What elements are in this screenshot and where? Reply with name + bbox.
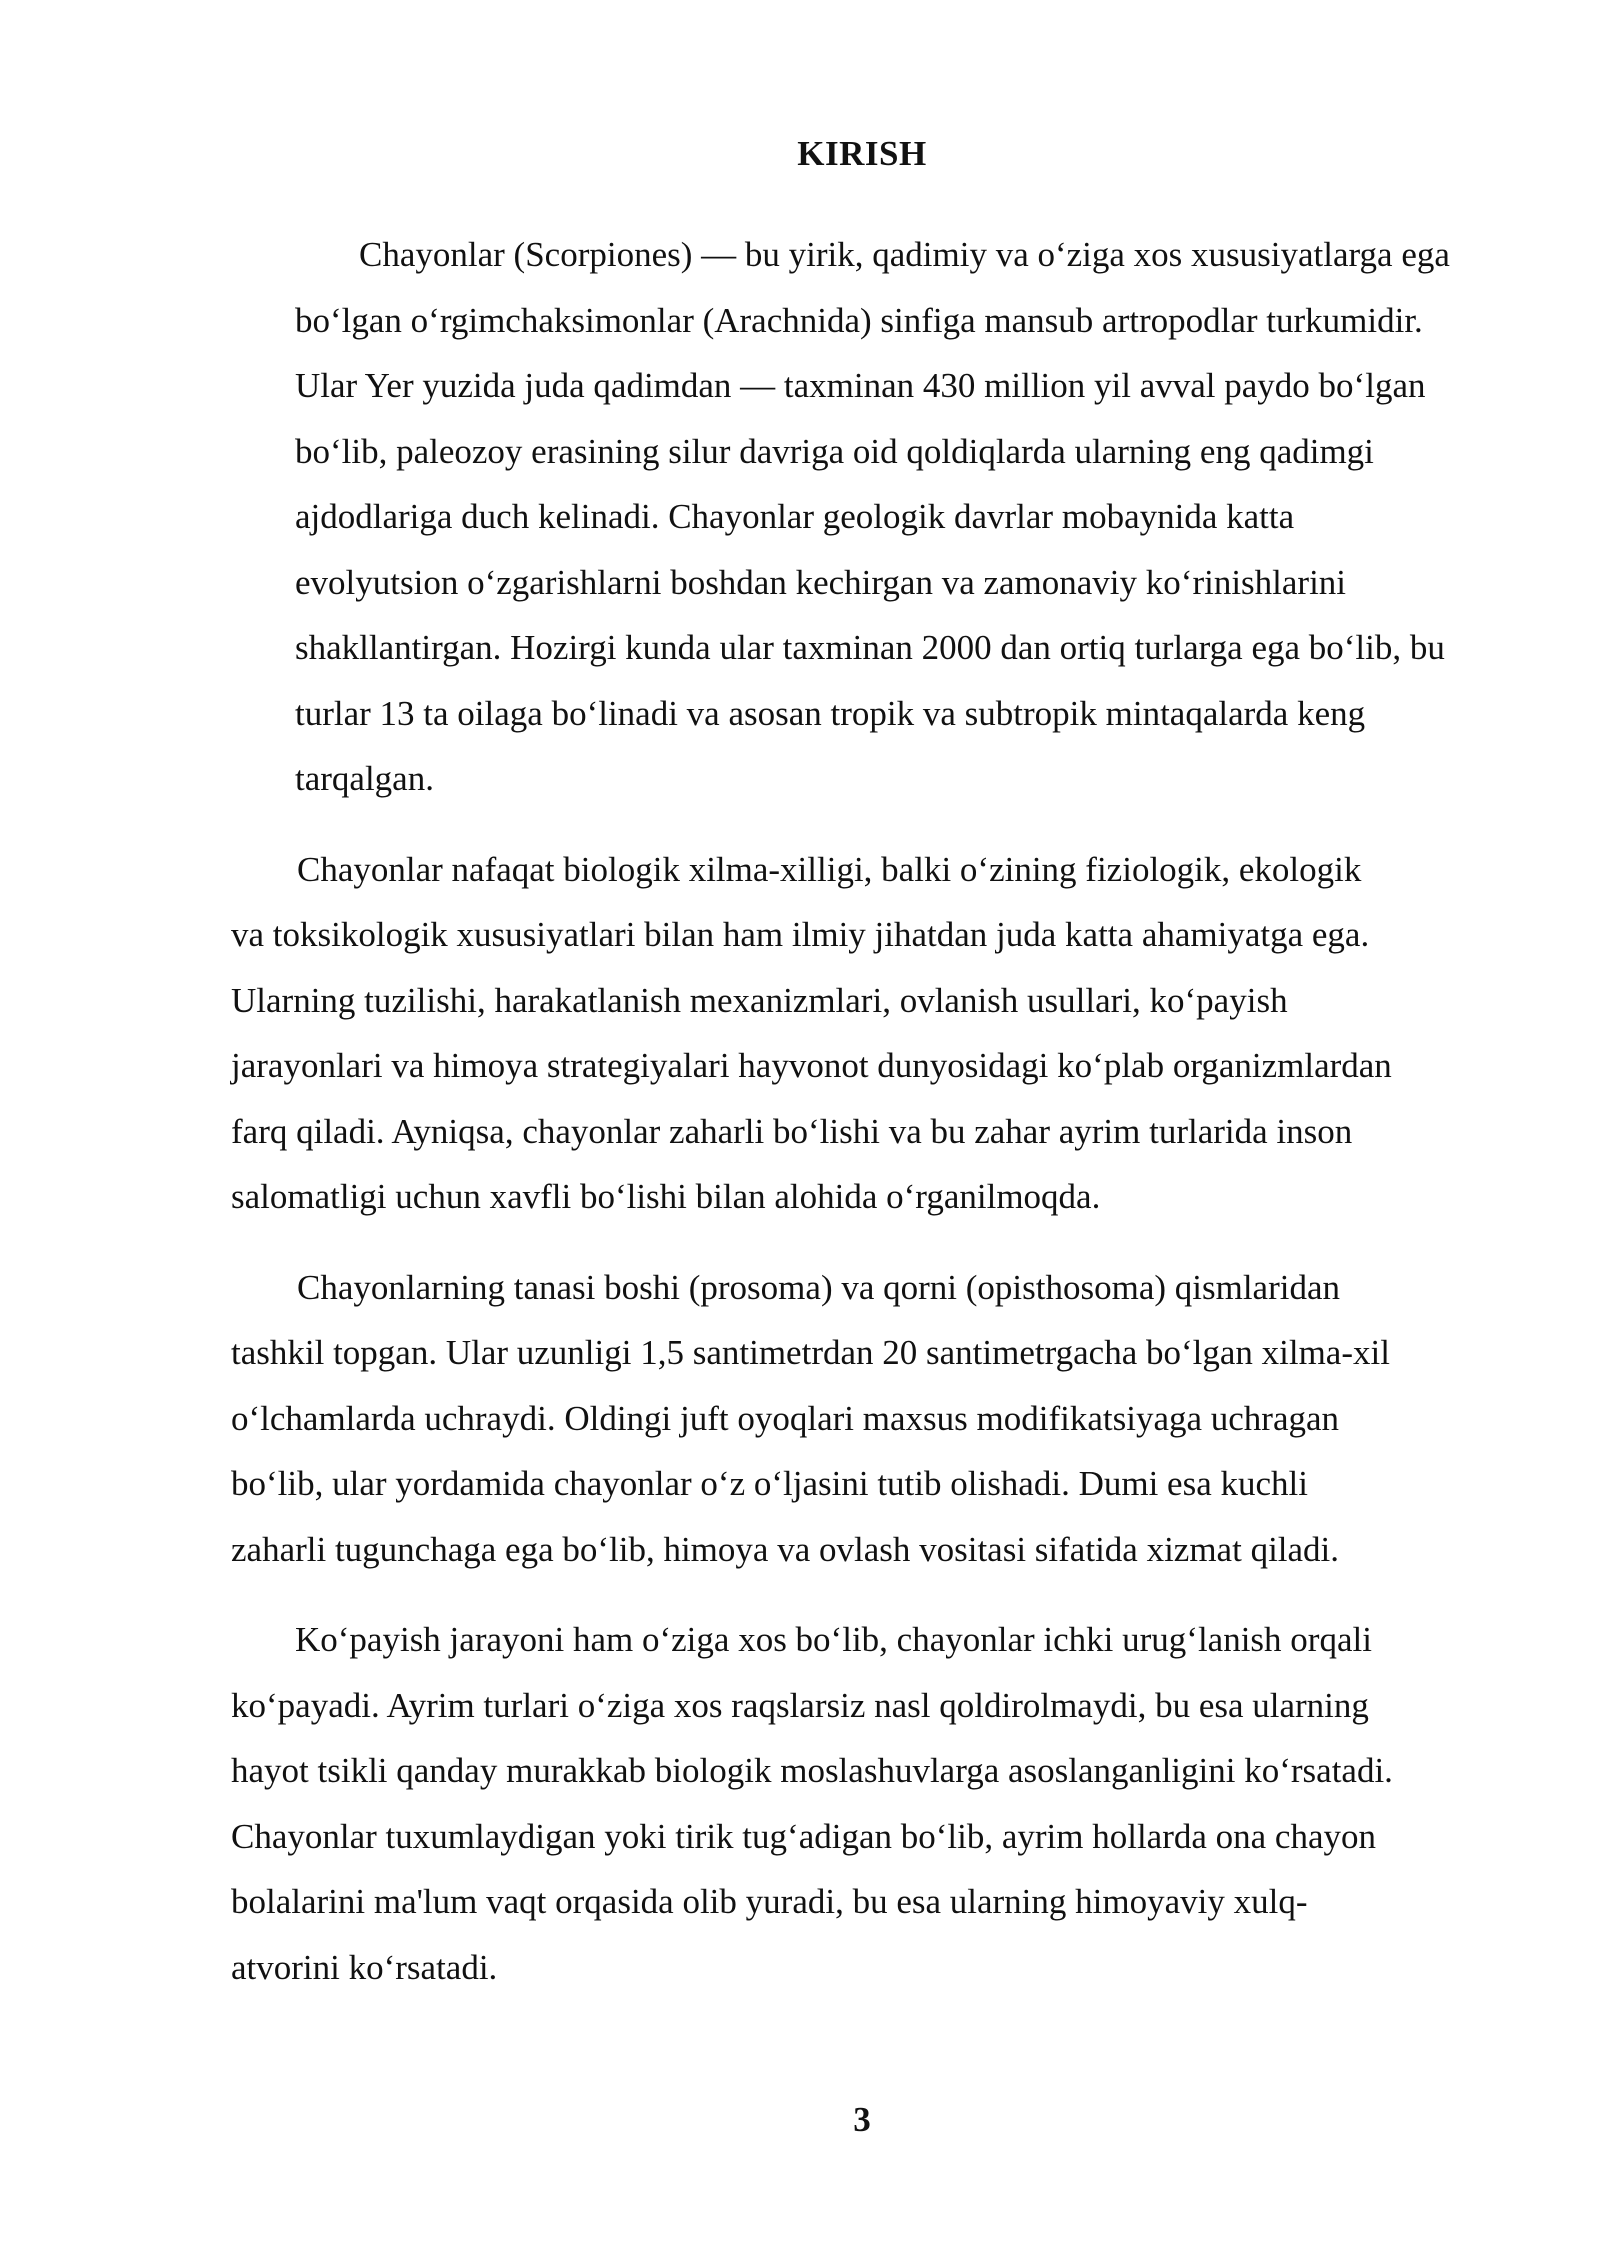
- paragraph-2: [231, 837, 1501, 1230]
- text-line: va toksikologik xususiyatlari bilan ham ilmiy jihatdan juda katta ahamiyatga ega.: [231, 915, 1370, 954]
- text-line: Chayonlar (Scorpiones) — bu yirik, qadimiy va o‘ziga xos xususiyatlarga ega: [359, 235, 1450, 274]
- text-line: zaharli tugunchaga ega bo‘lib, himoya va ovlash vositasi sifatida xizmat qiladi.: [231, 1529, 1340, 1569]
- paragraph-3: [231, 1255, 1501, 1583]
- text-line: bo‘lgan o‘rgimchaksimonlar (Arachnida) sinfiga mansub artropodlar turkumidir.: [295, 300, 1423, 340]
- section-title: KIRISH: [797, 134, 927, 173]
- text-line: turlar 13 ta oilaga bo‘linadi va asosan tropik va subtropik mintaqalarda keng: [295, 693, 1366, 733]
- text-line: evolyutsion o‘zgarishlarni boshdan kechirgan va zamonaviy ko‘rinishlarini: [295, 562, 1347, 602]
- document-body: [231, 222, 1501, 2025]
- text-line: farq qiladi. Ayniqsa, chayonlar zaharli bo‘lishi va bu zahar ayrim turlarida inson: [231, 1111, 1353, 1151]
- text-line: salomatligi uchun xavfli bo‘lishi bilan alohida o‘rganilmoqda.: [231, 1177, 1101, 1216]
- text-line: Ularning tuzilishi, harakatlanish mexanizmlari, ovlanish usullari, ko‘payish: [231, 980, 1288, 1020]
- page-number: 3: [853, 2100, 871, 2139]
- text-line: jarayonlari va himoya strategiyalari hayvonot dunyosidagi ko‘plab organizmlardan: [231, 1046, 1392, 1085]
- text-line: hayot tsikli qanday murakkab biologik moslashuvlarga asoslanganligini ko‘rsatadi.: [231, 1751, 1393, 1790]
- text-line: Ko‘payish jarayoni ham o‘ziga xos bo‘lib, chayonlar ichki urug‘lanish orqali: [295, 1620, 1372, 1659]
- text-line: o‘lchamlarda uchraydi. Oldingi juft oyoqlari maxsus modifikatsiyaga uchragan: [231, 1398, 1340, 1438]
- text-line: Chayonlar tuxumlaydigan yoki tirik tug‘adigan bo‘lib, ayrim hollarda ona chayon: [231, 1816, 1377, 1856]
- text-line: ajdodlariga duch kelinadi. Chayonlar geologik davrlar mobaynida katta: [295, 497, 1295, 536]
- text-line: Chayonlar nafaqat biologik xilma-xilligi, balki o‘zining fiziologik, ekologik: [297, 849, 1362, 889]
- text-line: bolalarini ma'lum vaqt orqasida olib yuradi, bu esa ularning himoyaviy xulq-: [231, 1882, 1308, 1921]
- text-line: ko‘payadi. Ayrim turlari o‘ziga xos raqslarsiz nasl qoldirolmaydi, bu esa ularning: [231, 1685, 1369, 1725]
- text-line: atvorini ko‘rsatadi.: [231, 1947, 498, 1987]
- text-line: bo‘lib, paleozoy erasining silur davriga oid qoldiqlarda ularning eng qadimgi: [295, 431, 1374, 471]
- text-line: tarqalgan.: [295, 759, 434, 798]
- text-line: Chayonlarning tanasi boshi (prosoma) va qorni (opisthosoma) qismlaridan: [297, 1267, 1341, 1307]
- paragraph-1: [231, 222, 1501, 812]
- text-line: bo‘lib, ular yordamida chayonlar o‘z o‘ljasini tutib olishadi. Dumi esa kuchli: [231, 1464, 1308, 1503]
- text-line: tashkil topgan. Ular uzunligi 1,5 santimetrdan 20 santimetrgacha bo‘lgan xilma-xil: [231, 1333, 1390, 1372]
- text-line: shakllantirgan. Hozirgi kunda ular taxminan 2000 dan ortiq turlarga ega bo‘lib, bu: [295, 628, 1445, 667]
- paragraph-4: [231, 1607, 1501, 2000]
- text-line: Ular Yer yuzida juda qadimdan — taxminan 430 million yil avval paydo bo‘lgan: [295, 366, 1426, 405]
